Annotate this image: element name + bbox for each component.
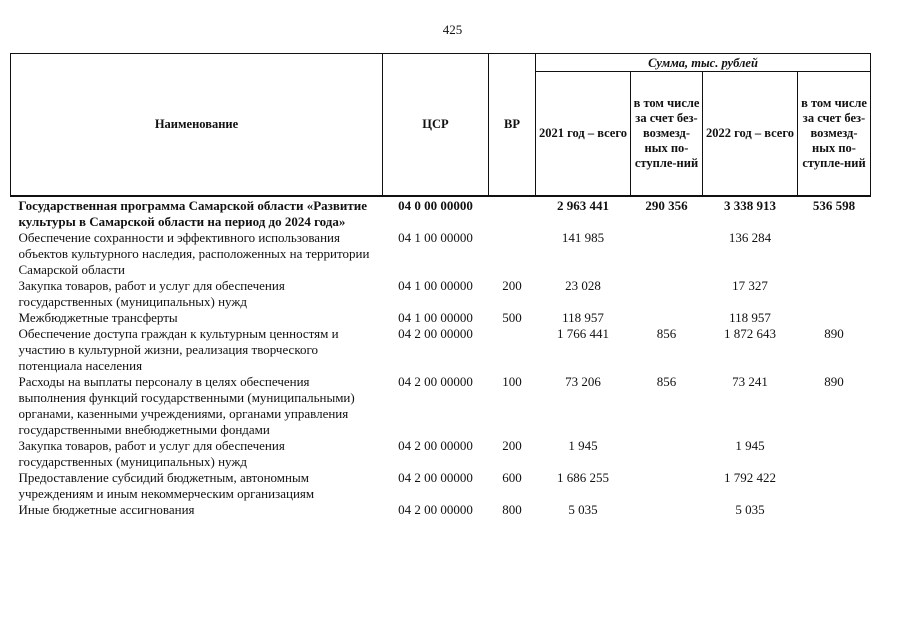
row-vr: 200 — [502, 437, 522, 453]
table-row — [11, 470, 871, 502]
row-2022-total: 1 792 422 — [724, 469, 776, 485]
table-row — [11, 310, 871, 326]
row-2022-total: 118 957 — [729, 309, 771, 325]
row-2021-free — [631, 470, 703, 502]
row-2021-free — [631, 278, 703, 310]
table-row — [11, 374, 871, 438]
header-name: Наименование — [11, 54, 383, 196]
table-row — [11, 230, 871, 278]
row-2021-free: 856 — [656, 325, 677, 341]
row-vr — [489, 196, 536, 230]
row-2021-total: 23 028 — [565, 277, 601, 293]
row-name: Обеспечение сохранности и эффективного использования объектов культурного наследия, расположенных на территории Самарской области — [18, 229, 370, 277]
row-2022-total: 1 945 — [735, 437, 765, 453]
budget-table — [10, 53, 871, 518]
row-name: Межбюджетные трансферты — [18, 309, 178, 325]
row-2022-total: 136 284 — [728, 229, 772, 245]
header-vr: ВР — [489, 54, 536, 196]
row-name: Закупка товаров, работ и услуг для обеспечения государственных (муниципальных) нужд — [18, 437, 285, 469]
row-csr: 04 0 00 00000 — [383, 196, 489, 230]
row-2021-total: 1 686 255 — [557, 469, 609, 485]
row-2021-free — [631, 502, 703, 518]
header-2021-free: в том числе за счет без-возмезд-ных по-ступле-ний — [631, 72, 703, 196]
row-2022-free: 890 — [824, 373, 844, 389]
row-name: Государственная программа Самарской области «Развитие культуры в Самарской области на период до 2024 года» — [11, 196, 383, 230]
table-row — [11, 196, 871, 230]
row-2022-free — [798, 438, 871, 470]
row-2022-total: 5 035 — [735, 501, 765, 517]
row-vr: 500 — [502, 309, 522, 325]
row-2021-total: 1 766 441 — [557, 325, 609, 341]
row-2021-total: 2 963 441 — [536, 196, 631, 230]
row-csr: 04 2 00 00000 — [398, 469, 473, 485]
row-2021-total: 73 206 — [565, 373, 601, 389]
row-2022-free: 536 598 — [798, 196, 871, 230]
row-2022-free — [798, 230, 871, 278]
row-vr: 600 — [502, 469, 522, 485]
row-2021-total: 141 985 — [561, 229, 605, 245]
row-csr: 04 2 00 00000 — [398, 501, 473, 517]
header-2021-total: 2021 год – всего — [536, 72, 631, 196]
page-number: 425 — [442, 22, 463, 37]
row-2021-total: 118 957 — [562, 309, 604, 325]
table-row — [11, 278, 871, 310]
row-2022-free — [798, 470, 871, 502]
row-name: Закупка товаров, работ и услуг для обеспечения государственных (муниципальных) нужд — [18, 277, 285, 309]
row-2022-total: 1 872 643 — [724, 325, 776, 341]
row-csr: 04 2 00 00000 — [398, 325, 473, 341]
header-csr: ЦСР — [383, 54, 489, 196]
row-2022-free — [798, 502, 871, 518]
row-2022-total: 3 338 913 — [703, 196, 798, 230]
row-vr: 100 — [502, 373, 522, 389]
row-2022-free — [798, 278, 871, 310]
row-2021-total: 5 035 — [568, 501, 598, 517]
row-2021-free — [631, 310, 703, 326]
table-row — [11, 326, 871, 374]
row-2022-total: 17 327 — [732, 277, 768, 293]
row-vr — [489, 230, 536, 278]
row-2022-free — [798, 310, 871, 326]
row-vr — [489, 326, 536, 374]
table-row — [11, 502, 871, 518]
row-name: Иные бюджетные ассигнования — [18, 501, 195, 517]
row-name: Обеспечение доступа граждан к культурным ценностям и участию в культурной жизни, реализация творческого потенциала населения — [18, 325, 339, 373]
header-2022-total: 2022 год – всего — [703, 72, 798, 196]
row-2021-total: 1 945 — [568, 437, 598, 453]
row-csr: 04 1 00 00000 — [398, 277, 473, 293]
row-csr: 04 1 00 00000 — [398, 229, 473, 245]
row-csr: 04 1 00 00000 — [398, 309, 473, 325]
row-vr: 800 — [502, 501, 522, 517]
row-vr: 200 — [502, 277, 522, 293]
row-2022-total: 73 241 — [732, 373, 768, 389]
row-2021-free — [631, 230, 703, 278]
row-name: Предоставление субсидий бюджетным, автономным учреждениям и иным некоммерческим организациям — [18, 469, 315, 501]
row-2021-free: 290 356 — [631, 196, 703, 230]
row-2021-free — [631, 438, 703, 470]
row-2021-free: 856 — [656, 373, 677, 389]
table-row — [11, 438, 871, 470]
header-sum-group: Сумма, тыс. рублей — [536, 54, 871, 72]
row-csr: 04 2 00 00000 — [398, 437, 473, 453]
row-2022-free: 890 — [824, 325, 844, 341]
header-2022-free: в том числе за счет без-возмезд-ных по-ступле-ний — [798, 72, 871, 196]
row-csr: 04 2 00 00000 — [398, 373, 473, 389]
row-name: Расходы на выплаты персоналу в целях обеспечения выполнения функций государственными (муниципальными) органами, казенными учреждениями, органами управления государственными внебюджетными фондами — [18, 373, 355, 437]
